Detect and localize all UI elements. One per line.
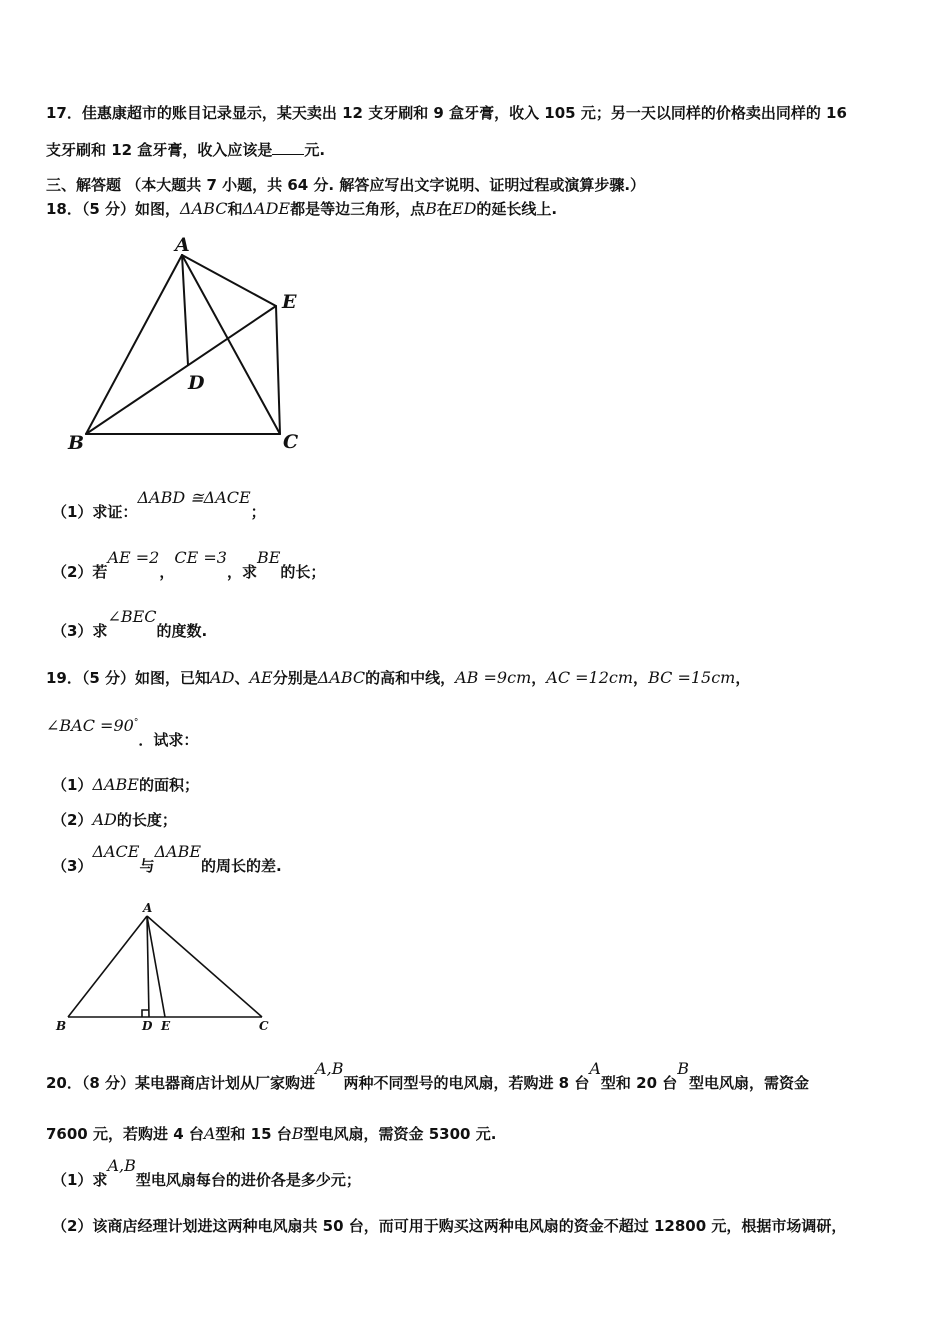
q19-sub3-math: ΔABE: [154, 842, 202, 861]
q19-sub3-text: 的周长的差.: [201, 857, 282, 875]
q19-sub3-text: 与: [139, 857, 155, 875]
q20-math: A,B: [315, 1059, 344, 1078]
q18-math: ΔABC: [180, 199, 228, 218]
q20-sub1: [52, 1156, 361, 1190]
q19-math: ∠BAC =90: [46, 716, 134, 735]
q19-sub2: [52, 810, 177, 830]
q18-sub1-text: ；: [250, 503, 266, 521]
fig18-label-A: A: [175, 234, 190, 256]
q18-math: B: [425, 199, 437, 218]
q20-text: 型和 15 台: [215, 1125, 292, 1143]
q19-math: BC =15cm: [648, 668, 736, 687]
q17-line2-pre: 支牙刷和 12 盒牙膏，收入应该是: [46, 141, 273, 159]
q18-sub3-text: 的度数.: [156, 622, 208, 640]
q18-text: 的延长线上.: [476, 200, 558, 218]
q19-sub1-text: （1）: [52, 776, 93, 794]
q17-line1: 17．佳惠康超市的账目记录显示，某天卖出 12 支牙刷和 9 盒牙膏，收入 105 元；另一天以同样的价格卖出同样的 16: [46, 104, 847, 122]
fig19-label-A: A: [143, 901, 153, 915]
right-angle-mark: [142, 1010, 149, 1017]
segment-BE: [86, 306, 276, 434]
q20-math: A: [589, 1059, 601, 1078]
q19-stem-cont: [46, 716, 199, 753]
q19-text: ，: [633, 669, 649, 687]
q20-sub2: （2）该商店经理计划进这两种电风扇共 50 台，而可用于购买这两种电风扇的资金不超过 12800 元，根据市场调研，: [52, 1217, 847, 1235]
q19-math: AD: [210, 668, 235, 687]
q18-math: ED: [451, 199, 477, 218]
fig18-label-D: D: [188, 372, 205, 394]
section-heading: 三、解答题 （本大题共 7 小题，共 64 分. 解答应写出文字说明、证明过程或演算步骤.）: [46, 176, 646, 194]
fig19-label-C: C: [259, 1019, 269, 1033]
q19-text: ，: [531, 669, 547, 687]
q19-figure: [68, 916, 262, 1017]
q19-math: AC =12cm: [546, 668, 634, 687]
q20-sub1-math: A,B: [107, 1156, 136, 1175]
q18-sub3-math: ∠BEC: [107, 607, 157, 626]
q18-sub2-math: BE: [256, 548, 281, 567]
q20-text: 两种不同型号的电风扇，若购进 8 台: [343, 1074, 590, 1092]
q20-sub1-text: （1）求: [52, 1171, 108, 1189]
q18-sub2: [52, 548, 326, 582]
q20-text: 型电风扇，需资金: [689, 1074, 810, 1092]
q20-text: 型和 20 台: [600, 1074, 678, 1092]
q20-stem-cont: [46, 1124, 496, 1144]
segment-AD: [147, 916, 149, 1017]
q19-sub1-math: ΔABE: [92, 775, 139, 794]
q19-text: 19．（5 分）如图，已知: [46, 669, 211, 687]
q18-math: ΔADE: [242, 199, 291, 218]
q20-math: B: [677, 1059, 689, 1078]
fig19-label-D: D: [142, 1019, 153, 1033]
q19-math: AB =9cm: [455, 668, 532, 687]
degree-sign: °: [133, 718, 139, 728]
q20-math: B: [291, 1124, 304, 1143]
segment-AE: [147, 916, 165, 1017]
q18-sub1-text: （1）求证：: [52, 503, 138, 521]
segment-AB: [86, 255, 182, 434]
q17-line2-post: 元.: [304, 141, 326, 159]
q18-figure: [86, 255, 280, 434]
q19-sub2-text: （2）: [52, 811, 93, 829]
q18-sub2-text: （2）若: [52, 563, 108, 581]
q19-text: 分别是: [272, 669, 318, 687]
q20-text: 7600 元，若购进 4 台: [46, 1125, 204, 1143]
q19-sub1-text: 的面积；: [138, 776, 199, 794]
q20-stem: [46, 1059, 810, 1093]
fig19-label-E: E: [161, 1019, 171, 1033]
q18-text: 在: [436, 200, 452, 218]
q18-text: 都是等边三角形，点: [290, 200, 426, 218]
q19-sub2-math: AD: [92, 810, 117, 829]
q18-sub2-text: ，求: [226, 563, 257, 581]
q19-text: 、: [234, 669, 250, 687]
q19-sub3-math: ΔACE: [92, 842, 140, 861]
q20-text: 20．（8 分）某电器商店计划从厂家购进: [46, 1074, 316, 1092]
q18-sub2-text: 的长；: [280, 563, 326, 581]
q19-math: AE: [249, 668, 273, 687]
q19-sub1: [52, 775, 199, 795]
q18-sub1-math: ΔABD ≅ΔACE: [137, 488, 251, 507]
q20-text: 型电风扇，需资金 5300 元.: [303, 1125, 497, 1143]
fig18-label-B: B: [68, 432, 85, 454]
q18-sub1: [52, 488, 266, 522]
q19-text: ，: [735, 669, 751, 687]
q19-text: ．试求：: [138, 731, 199, 749]
q20-math: A: [203, 1124, 216, 1143]
fig19-label-B: B: [56, 1019, 67, 1033]
q18-text: 和: [227, 200, 243, 218]
segment-AB: [68, 916, 147, 1017]
q19-stem: [46, 668, 750, 688]
q18-sub2-text: ，: [159, 563, 175, 581]
q19-text: 的高和中线，: [365, 669, 456, 687]
segment-AC: [147, 916, 262, 1017]
segment-AD: [182, 255, 188, 365]
fig18-label-E: E: [282, 291, 297, 313]
q20-sub1-text: 型电风扇每台的进价各是多少元；: [135, 1171, 361, 1189]
q19-sub3: [52, 842, 282, 876]
q19-math: ΔABC: [317, 668, 366, 687]
q19-sub3-text: （3）: [52, 857, 93, 875]
q19-sub2-text: 的长度；: [116, 811, 177, 829]
q18-sub2-math: CE =3: [174, 548, 227, 567]
fig18-label-C: C: [283, 431, 299, 453]
q18-sub3-text: （3）求: [52, 622, 108, 640]
segment-EC: [276, 306, 280, 434]
q18-sub2-math: AE =2: [107, 548, 160, 567]
q18-text: 18．（5 分）如图，: [46, 200, 181, 218]
q18-sub3: [52, 607, 208, 641]
